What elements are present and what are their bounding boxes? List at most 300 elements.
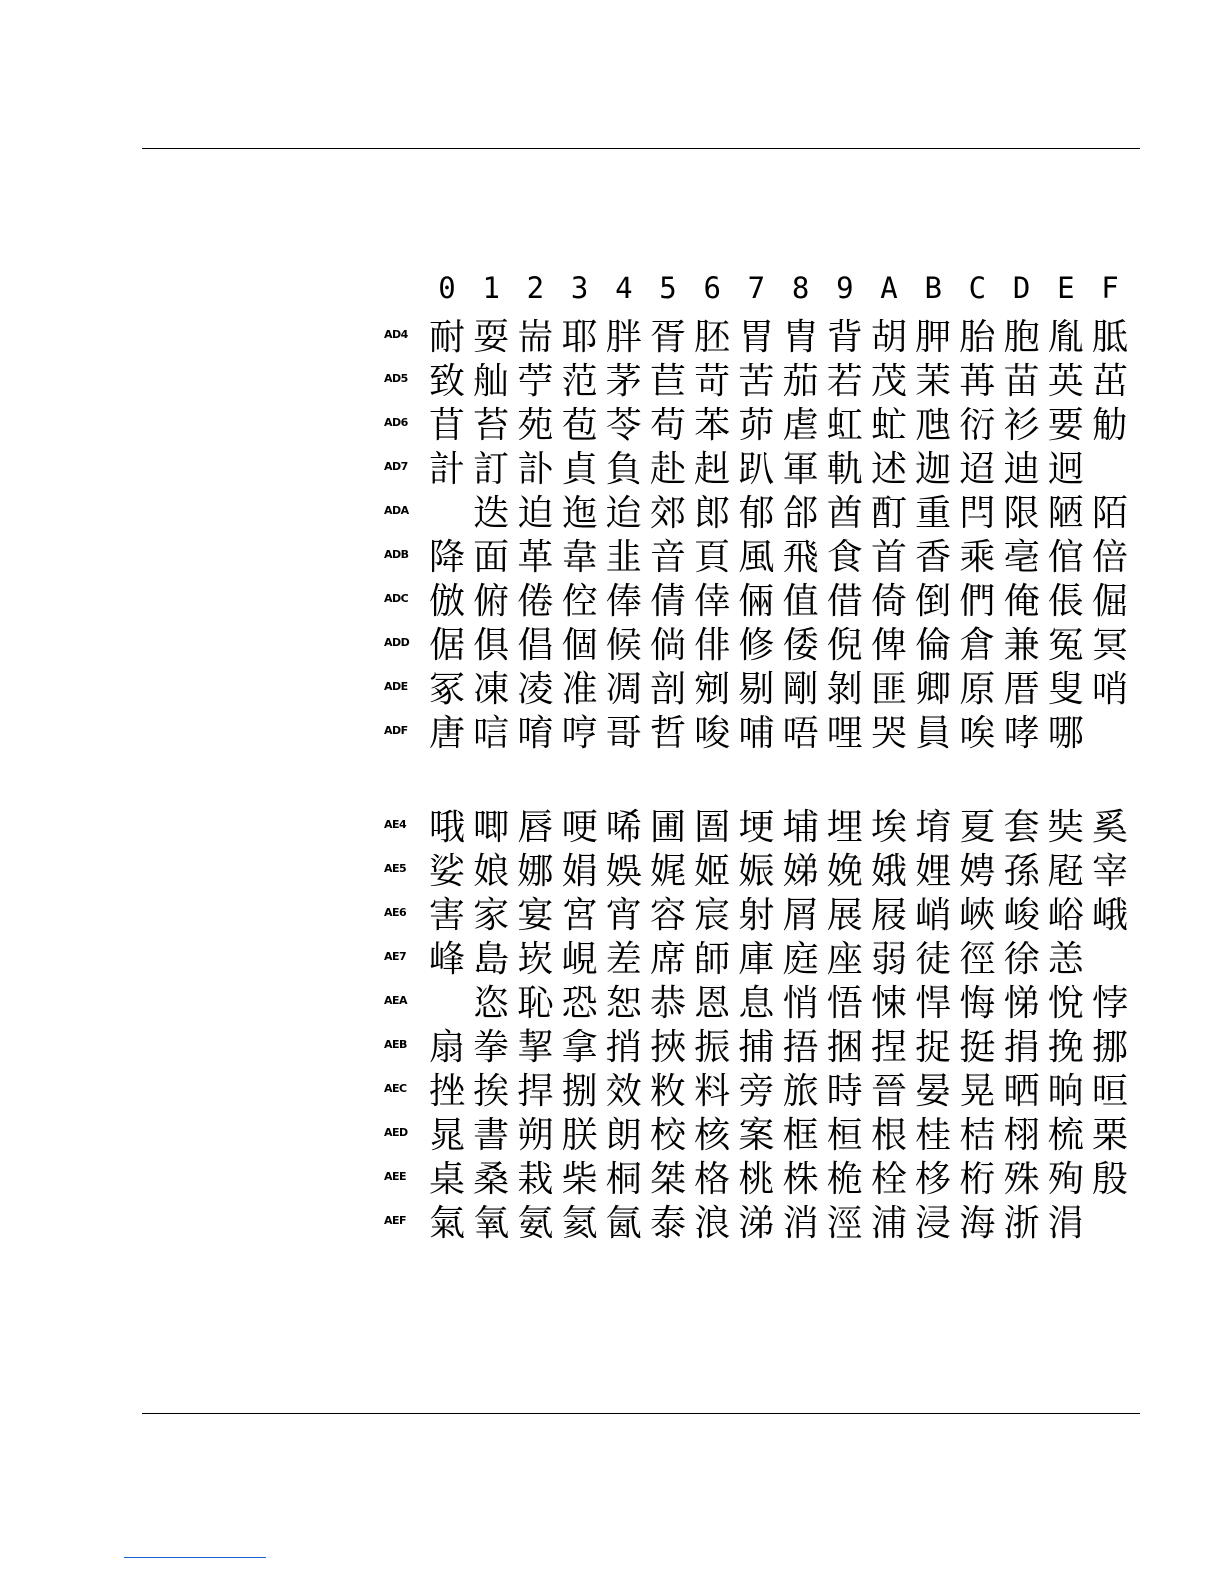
glyph-cell: 陌 <box>1091 493 1128 534</box>
glyph-cell: 恩 <box>694 983 731 1024</box>
glyph-cell: 赳 <box>694 449 731 490</box>
glyph-cell: 食 <box>826 537 863 578</box>
glyph-cell: 拿 <box>561 1027 598 1068</box>
glyph-cell: 香 <box>915 537 952 578</box>
glyph-cell: 首 <box>870 537 907 578</box>
glyph-cell: 衍 <box>959 405 996 446</box>
row-code-label: AD6 <box>384 416 408 429</box>
glyph-cell: 苛 <box>694 361 731 402</box>
glyph-cell: 恥 <box>517 983 554 1024</box>
glyph-cell: 降 <box>428 537 465 578</box>
glyph-cell: 冢 <box>428 669 465 710</box>
glyph-cell: 埂 <box>738 807 775 848</box>
glyph-cell: 胝 <box>1091 317 1128 358</box>
glyph-cell: 胥 <box>649 317 686 358</box>
glyph-cell: 悍 <box>915 983 952 1024</box>
glyph-cell: 面 <box>473 537 510 578</box>
glyph-cell: 虻 <box>870 405 907 446</box>
table-row <box>384 1114 1144 1158</box>
glyph-cell: 胄 <box>782 317 819 358</box>
row-code-label: AD5 <box>384 372 408 385</box>
glyph-cell: 消 <box>782 1203 819 1244</box>
glyph-cell: 負 <box>605 449 642 490</box>
glyph-cell: 差 <box>605 939 642 980</box>
glyph-cell: 倀 <box>1047 581 1084 622</box>
glyph-cell: 唉 <box>959 713 996 754</box>
glyph-cell: 晒 <box>1003 1071 1040 1112</box>
row-code-label: ADA <box>384 504 409 517</box>
column-header: 2 <box>526 271 545 305</box>
glyph-cell: 恣 <box>473 983 510 1024</box>
table-row <box>384 982 1144 1026</box>
glyph-cell: 茉 <box>915 361 952 402</box>
glyph-cell: 苞 <box>561 405 598 446</box>
glyph-cell: 姬 <box>694 851 731 892</box>
glyph-cell: 徑 <box>959 939 996 980</box>
glyph-cell: 剛 <box>782 669 819 710</box>
glyph-cell: 挽 <box>1047 1027 1084 1068</box>
row-code-label: AD7 <box>384 460 408 473</box>
table-row <box>384 894 1144 938</box>
column-header: 6 <box>703 271 721 305</box>
glyph-cell: 息 <box>738 983 775 1024</box>
glyph-cell: 苯 <box>694 405 731 446</box>
row-code-label: ADE <box>384 680 408 693</box>
glyph-cell: 時 <box>826 1071 863 1112</box>
glyph-cell: 倥 <box>561 581 598 622</box>
column-header: C <box>968 271 987 305</box>
glyph-cell: 格 <box>694 1159 731 1200</box>
glyph-cell: 泰 <box>649 1203 686 1244</box>
glyph-cell: 冤 <box>1047 625 1084 666</box>
glyph-cell: 倖 <box>694 581 731 622</box>
glyph-cell: 栗 <box>1091 1115 1128 1156</box>
glyph-cell: 捏 <box>870 1027 907 1068</box>
table-row <box>384 536 1144 580</box>
glyph-cell: 埃 <box>870 807 907 848</box>
glyph-cell: 茁 <box>1091 361 1128 402</box>
glyph-cell: 剖 <box>649 669 686 710</box>
glyph-cell: 革 <box>517 537 554 578</box>
column-header: E <box>1057 271 1075 305</box>
footer-link-underline[interactable] <box>124 1557 266 1558</box>
glyph-cell: 准 <box>561 669 598 710</box>
glyph-cell: 苣 <box>649 361 686 402</box>
glyph-cell: 桅 <box>826 1159 863 1200</box>
glyph-cell: 梳 <box>1047 1115 1084 1156</box>
column-header-row <box>384 268 1144 308</box>
column-header: D <box>1012 271 1031 305</box>
glyph-cell: 風 <box>738 537 775 578</box>
glyph-cell: 倣 <box>428 581 465 622</box>
glyph-cell: 耐 <box>428 317 465 358</box>
row-code-label: AED <box>384 1126 408 1139</box>
glyph-cell: 背 <box>826 317 863 358</box>
row-code-label: AE5 <box>384 862 407 875</box>
glyph-cell: 悌 <box>1003 983 1040 1024</box>
glyph-cell: 迦 <box>915 449 952 490</box>
glyph-cell: 娓 <box>649 851 686 892</box>
glyph-cell: 苒 <box>959 361 996 402</box>
glyph-cell: 唏 <box>605 807 642 848</box>
glyph-cell: 茅 <box>605 361 642 402</box>
glyph-cell: 奚 <box>1091 807 1128 848</box>
glyph-cell: 酋 <box>826 493 863 534</box>
glyph-cell: 峪 <box>1047 895 1084 936</box>
glyph-cell: 倘 <box>649 625 686 666</box>
glyph-cell: 宵 <box>605 895 642 936</box>
glyph-cell: 挪 <box>1091 1027 1128 1068</box>
glyph-cell: 胤 <box>1047 317 1084 358</box>
glyph-cell: 涕 <box>738 1203 775 1244</box>
glyph-cell: 案 <box>738 1115 775 1156</box>
glyph-cell: 氦 <box>561 1203 598 1244</box>
glyph-cell: 氣 <box>428 1203 465 1244</box>
glyph-cell: 胃 <box>738 317 775 358</box>
glyph-cell: 株 <box>782 1159 819 1200</box>
glyph-cell: 桓 <box>826 1115 863 1156</box>
table-row <box>384 1026 1144 1070</box>
glyph-cell: 酊 <box>870 493 907 534</box>
glyph-cell: 耶 <box>561 317 598 358</box>
glyph-cell: 峭 <box>915 895 952 936</box>
row-code-label: ADD <box>384 636 410 649</box>
glyph-cell: 效 <box>605 1071 642 1112</box>
glyph-cell: 拳 <box>473 1027 510 1068</box>
glyph-cell: 晁 <box>428 1115 465 1156</box>
glyph-cell: 書 <box>473 1115 510 1156</box>
row-code-label: AEA <box>384 994 408 1007</box>
glyph-cell: 捂 <box>782 1027 819 1068</box>
row-code-label: ADF <box>384 724 408 737</box>
glyph-cell: 倨 <box>428 625 465 666</box>
row-code-label: AE7 <box>384 950 407 963</box>
glyph-cell: 哭 <box>870 713 907 754</box>
table-row <box>384 316 1144 360</box>
glyph-cell: 員 <box>915 713 952 754</box>
column-header: 0 <box>438 271 456 305</box>
table-row <box>384 806 1144 850</box>
glyph-cell: 凌 <box>517 669 554 710</box>
glyph-cell: 苦 <box>738 361 775 402</box>
row-code-label: AE4 <box>384 818 407 831</box>
glyph-cell: 浸 <box>915 1203 952 1244</box>
glyph-cell: 倦 <box>517 581 554 622</box>
column-header: 4 <box>615 271 633 305</box>
glyph-cell: 桁 <box>959 1159 996 1200</box>
glyph-cell: 剝 <box>826 669 863 710</box>
glyph-cell: 俳 <box>694 625 731 666</box>
glyph-cell: 氨 <box>517 1203 554 1244</box>
glyph-cell: 茆 <box>738 405 775 446</box>
glyph-cell: 述 <box>870 449 907 490</box>
glyph-cell: 栘 <box>915 1159 952 1200</box>
table-row <box>384 492 1144 536</box>
glyph-cell: 倡 <box>517 625 554 666</box>
glyph-cell: 島 <box>473 939 510 980</box>
glyph-cell: 桀 <box>649 1159 686 1200</box>
column-header: 8 <box>791 271 810 305</box>
glyph-cell: 崁 <box>517 939 554 980</box>
glyph-cell: 苑 <box>517 405 554 446</box>
glyph-cell: 限 <box>1003 493 1040 534</box>
glyph-cell: 浦 <box>870 1203 907 1244</box>
table-row <box>384 712 1144 756</box>
glyph-cell: 娥 <box>870 851 907 892</box>
glyph-cell: 原 <box>959 669 996 710</box>
glyph-cell: 哽 <box>561 807 598 848</box>
glyph-cell: 挫 <box>428 1071 465 1112</box>
glyph-cell: 苟 <box>649 405 686 446</box>
glyph-cell: 徐 <box>1003 939 1040 980</box>
glyph-cell: 值 <box>782 581 819 622</box>
table-row <box>384 624 1144 668</box>
glyph-cell: 修 <box>738 625 775 666</box>
table-row <box>384 938 1144 982</box>
table-row <box>384 1202 1144 1246</box>
glyph-cell: 頁 <box>694 537 731 578</box>
glyph-cell: 冥 <box>1091 625 1128 666</box>
glyph-cell: 弱 <box>870 939 907 980</box>
glyph-cell: 迢 <box>959 449 996 490</box>
glyph-cell: 苓 <box>605 405 642 446</box>
column-header: B <box>924 271 942 305</box>
glyph-cell: 娜 <box>517 851 554 892</box>
glyph-cell: 朗 <box>605 1115 642 1156</box>
glyph-cell: 耍 <box>473 317 510 358</box>
glyph-cell: 捆 <box>826 1027 863 1068</box>
glyph-cell: 栽 <box>517 1159 554 1200</box>
glyph-cell: 剔 <box>738 669 775 710</box>
row-code-label: ADB <box>384 548 409 561</box>
glyph-cell: 哨 <box>1091 669 1128 710</box>
glyph-cell: 浙 <box>1003 1203 1040 1244</box>
glyph-cell: 殊 <box>1003 1159 1040 1200</box>
glyph-cell: 重 <box>915 493 952 534</box>
glyph-cell: 哪 <box>1047 713 1084 754</box>
glyph-cell: 家 <box>473 895 510 936</box>
glyph-cell: 桑 <box>473 1159 510 1200</box>
glyph-cell: 捕 <box>738 1027 775 1068</box>
glyph-cell: 倉 <box>959 625 996 666</box>
glyph-cell: 座 <box>826 939 863 980</box>
glyph-cell: 倩 <box>649 581 686 622</box>
glyph-cell: 浪 <box>694 1203 731 1244</box>
glyph-cell: 倆 <box>738 581 775 622</box>
glyph-cell: 核 <box>694 1115 731 1156</box>
glyph-cell: 迭 <box>473 493 510 534</box>
glyph-cell: 剜 <box>694 669 731 710</box>
glyph-cell: 俾 <box>870 625 907 666</box>
glyph-cell: 殷 <box>1091 1159 1128 1200</box>
glyph-cell: 哩 <box>826 713 863 754</box>
glyph-cell: 閂 <box>959 493 996 534</box>
glyph-cell: 郊 <box>649 493 686 534</box>
glyph-cell: 韋 <box>561 537 598 578</box>
glyph-cell: 悟 <box>826 983 863 1024</box>
glyph-cell: 虺 <box>915 405 952 446</box>
glyph-cell: 貞 <box>561 449 598 490</box>
glyph-cell: 借 <box>826 581 863 622</box>
table-row <box>384 360 1144 404</box>
glyph-cell: 娛 <box>605 851 642 892</box>
glyph-cell: 娩 <box>826 851 863 892</box>
glyph-cell: 悄 <box>782 983 819 1024</box>
glyph-cell: 挨 <box>473 1071 510 1112</box>
glyph-cell: 英 <box>1047 361 1084 402</box>
glyph-cell: 峴 <box>561 939 598 980</box>
glyph-cell: 射 <box>738 895 775 936</box>
table-row <box>384 850 1144 894</box>
glyph-cell: 計 <box>428 449 465 490</box>
glyph-cell: 捍 <box>517 1071 554 1112</box>
glyph-cell: 倌 <box>1047 537 1084 578</box>
glyph-cell: 倍 <box>1091 537 1128 578</box>
glyph-cell: 虹 <box>826 405 863 446</box>
glyph-cell: 夏 <box>959 807 996 848</box>
glyph-cell: 苧 <box>517 361 554 402</box>
glyph-cell: 倫 <box>915 625 952 666</box>
glyph-cell: 耑 <box>517 317 554 358</box>
glyph-cell: 埔 <box>782 807 819 848</box>
glyph-cell: 娣 <box>782 851 819 892</box>
glyph-cell: 娑 <box>428 851 465 892</box>
glyph-cell: 悖 <box>1091 983 1128 1024</box>
glyph-cell: 凋 <box>605 669 642 710</box>
row-code-label: AD4 <box>384 328 408 341</box>
glyph-cell: 唆 <box>694 713 731 754</box>
column-header: A <box>880 271 898 305</box>
glyph-cell: 柴 <box>561 1159 598 1200</box>
glyph-cell: 迨 <box>605 493 642 534</box>
glyph-cell: 兼 <box>1003 625 1040 666</box>
glyph-cell: 捉 <box>915 1027 952 1068</box>
glyph-cell: 胚 <box>694 317 731 358</box>
glyph-cell: 捌 <box>561 1071 598 1112</box>
glyph-cell: 胞 <box>1003 317 1040 358</box>
glyph-cell: 倔 <box>1091 581 1128 622</box>
glyph-cell: 舢 <box>473 361 510 402</box>
glyph-cell: 桌 <box>428 1159 465 1200</box>
glyph-cell: 娠 <box>738 851 775 892</box>
glyph-cell: 訃 <box>517 449 554 490</box>
glyph-cell: 候 <box>605 625 642 666</box>
glyph-cell: 殉 <box>1047 1159 1084 1200</box>
glyph-cell: 苜 <box>428 405 465 446</box>
glyph-cell: 栓 <box>870 1159 907 1200</box>
glyph-cell: 峰 <box>428 939 465 980</box>
glyph-cell: 虐 <box>782 405 819 446</box>
glyph-cell: 匪 <box>870 669 907 710</box>
glyph-cell: 要 <box>1047 405 1084 446</box>
glyph-cell: 唁 <box>473 713 510 754</box>
glyph-cell: 俯 <box>473 581 510 622</box>
glyph-cell: 捎 <box>605 1027 642 1068</box>
glyph-cell: 屑 <box>782 895 819 936</box>
glyph-cell: 俸 <box>605 581 642 622</box>
glyph-cell: 個 <box>561 625 598 666</box>
glyph-cell: 晃 <box>959 1071 996 1112</box>
table-row <box>384 1070 1144 1114</box>
glyph-cell: 訂 <box>473 449 510 490</box>
column-header: 7 <box>747 271 766 305</box>
glyph-cell: 恕 <box>605 983 642 1024</box>
glyph-cell: 娟 <box>561 851 598 892</box>
glyph-cell: 屐 <box>870 895 907 936</box>
glyph-cell: 恭 <box>649 983 686 1024</box>
glyph-cell: 郎 <box>694 493 731 534</box>
glyph-cell: 宴 <box>517 895 554 936</box>
footer-rule <box>142 1413 1140 1414</box>
glyph-cell: 胎 <box>959 317 996 358</box>
glyph-cell: 苔 <box>473 405 510 446</box>
glyph-cell: 栩 <box>1003 1115 1040 1156</box>
glyph-cell: 根 <box>870 1115 907 1156</box>
glyph-cell: 桃 <box>738 1159 775 1200</box>
glyph-cell: 峻 <box>1003 895 1040 936</box>
glyph-cell: 校 <box>649 1115 686 1156</box>
column-header: 9 <box>836 271 854 305</box>
glyph-cell: 軍 <box>782 449 819 490</box>
glyph-cell: 氤 <box>605 1203 642 1244</box>
table-row <box>384 1158 1144 1202</box>
glyph-cell: 圄 <box>694 807 731 848</box>
glyph-cell: 倚 <box>870 581 907 622</box>
glyph-cell: 晌 <box>1047 1071 1084 1112</box>
glyph-cell: 堉 <box>915 807 952 848</box>
glyph-cell: 娌 <box>915 851 952 892</box>
glyph-cell: 圃 <box>649 807 686 848</box>
row-code-label: AEB <box>384 1038 407 1051</box>
table-row <box>384 580 1144 624</box>
glyph-cell: 胡 <box>870 317 907 358</box>
glyph-cell: 哮 <box>1003 713 1040 754</box>
glyph-cell: 桐 <box>605 1159 642 1200</box>
glyph-cell: 叟 <box>1047 669 1084 710</box>
glyph-cell: 衫 <box>1003 405 1040 446</box>
glyph-cell: 桂 <box>915 1115 952 1156</box>
glyph-cell: 埋 <box>826 807 863 848</box>
glyph-cell: 庫 <box>738 939 775 980</box>
glyph-cell: 亳 <box>1003 537 1040 578</box>
glyph-cell: 乘 <box>959 537 996 578</box>
glyph-cell: 哼 <box>561 713 598 754</box>
table-row <box>384 404 1144 448</box>
glyph-cell: 害 <box>428 895 465 936</box>
glyph-cell: 涇 <box>826 1203 863 1244</box>
glyph-cell: 俱 <box>473 625 510 666</box>
glyph-cell: 唷 <box>517 713 554 754</box>
column-header: 5 <box>659 271 677 305</box>
glyph-cell: 范 <box>561 361 598 402</box>
glyph-cell: 晅 <box>1091 1071 1128 1112</box>
glyph-cell: 套 <box>1003 807 1040 848</box>
glyph-cell: 峨 <box>1091 895 1128 936</box>
glyph-cell: 奘 <box>1047 807 1084 848</box>
glyph-cell: 迤 <box>561 493 598 534</box>
glyph-cell: 郁 <box>738 493 775 534</box>
glyph-cell: 茂 <box>870 361 907 402</box>
glyph-cell: 赴 <box>649 449 686 490</box>
header-rule <box>142 148 1140 149</box>
glyph-cell: 容 <box>649 895 686 936</box>
glyph-cell: 扇 <box>428 1027 465 1068</box>
glyph-cell: 娉 <box>959 851 996 892</box>
glyph-cell: 席 <box>649 939 686 980</box>
glyph-cell: 師 <box>694 939 731 980</box>
glyph-cell: 晉 <box>870 1071 907 1112</box>
glyph-cell: 俺 <box>1003 581 1040 622</box>
